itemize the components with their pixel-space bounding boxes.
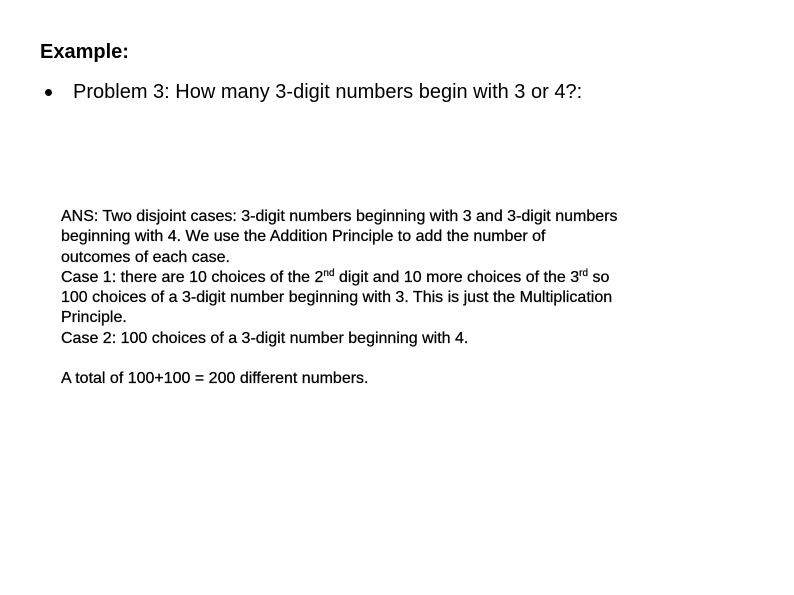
total-line: A total of 100+100 = 200 different numbers. <box>61 370 369 388</box>
answer-line-3: outcomes of each case. <box>61 248 230 266</box>
answer-block <box>61 207 761 390</box>
answer-line-1: ANS: Two disjoint cases: 3-digit numbers beginning with 3 and 3-digit numbers <box>61 208 618 225</box>
ordinal-nd: nd <box>323 267 335 279</box>
page-title: Example: <box>40 41 129 63</box>
case-1-line <box>61 268 761 288</box>
answer-line-2: beginning with 4. We use the Addition Principle to add the number of <box>61 228 546 246</box>
spacer <box>61 349 761 369</box>
answer-line-5: 100 choices of a 3-digit number beginning with 3. This is just the Multiplication <box>61 289 613 307</box>
case-1-text-a: Case 1: there are 10 choices of the 2 <box>61 268 324 286</box>
case-1-text-c: so <box>588 268 610 286</box>
bullet-dot-icon <box>45 89 52 96</box>
problem-bullet <box>45 80 582 104</box>
answer-line-6: Principle. <box>61 309 127 327</box>
case-1-text-b: digit and 10 more choices of the 3 <box>334 268 580 286</box>
case-2-line: Case 2: 100 choices of a 3-digit number beginning with 4. <box>61 329 469 347</box>
problem-text: Problem 3: How many 3-digit numbers begin with 3 or 4?: <box>73 81 583 103</box>
ordinal-rd: rd <box>579 267 589 279</box>
